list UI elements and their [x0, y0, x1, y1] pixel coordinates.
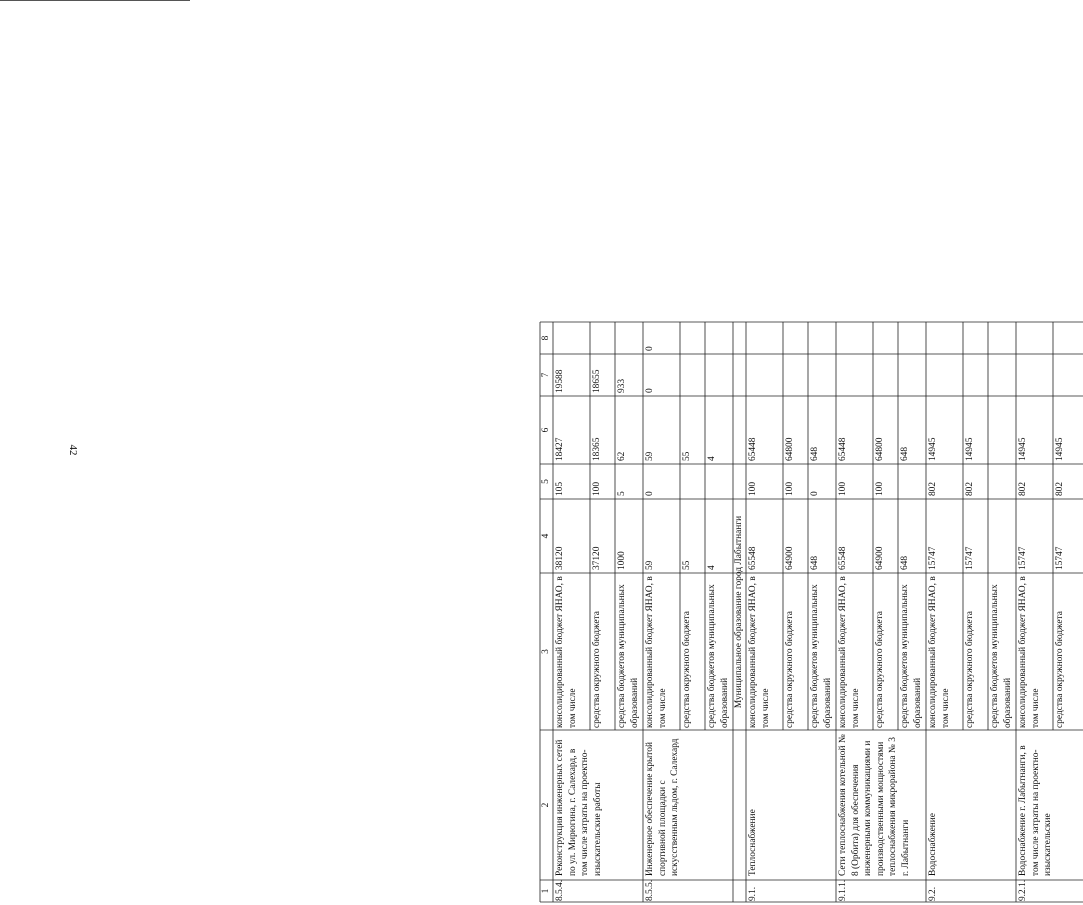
amount-cell [989, 324, 1002, 351]
amount-cell: 100 [875, 481, 885, 496]
amount-cell: 65548 [748, 546, 758, 570]
amount-cell: 65448 [748, 437, 758, 461]
funding-source: средства бюджетов муниципальных образований [990, 584, 1013, 728]
amount-cell [681, 466, 694, 496]
amount-cell: 105 [555, 481, 565, 496]
amount-cell [989, 356, 1002, 393]
funding-source: консолидированный бюджет ЯНАО, в том числе [928, 576, 951, 728]
amount-cell [554, 324, 567, 351]
amount-cell: 15747 [965, 546, 975, 570]
column-header: 3 [541, 649, 551, 654]
amount-cell: 15747 [928, 546, 938, 570]
amount-cell: 55 [682, 451, 692, 461]
funding-source: средства окружного бюджета [965, 611, 975, 728]
amount-cell [989, 466, 1002, 496]
amount-cell: 100 [592, 481, 602, 496]
amount-cell: 0 [645, 346, 655, 351]
amount-cell [989, 398, 1002, 461]
row-number: 8.5.5. [645, 879, 655, 901]
amount-cell: 65448 [838, 437, 848, 461]
amount-cell [1017, 324, 1030, 351]
amount-cell [747, 356, 760, 393]
amount-cell [989, 501, 1002, 570]
amount-cell: 15747 [1018, 546, 1028, 570]
funding-source: средства окружного бюджета [592, 611, 602, 728]
funding-source: средства окружного бюджета [1055, 611, 1065, 728]
amount-cell: 4 [707, 456, 717, 461]
amount-cell: 64900 [785, 546, 795, 570]
amount-cell: 62 [617, 451, 627, 461]
amount-cell [837, 324, 850, 351]
amount-cell: 100 [838, 481, 848, 496]
amount-cell [706, 466, 719, 496]
row-title: Теплоснабжение [748, 809, 758, 876]
column-header: 6 [541, 427, 551, 433]
row-title: Сети теплоснабжения котельной № 8 (Орбита) для обеспечения инженерными коммуникациями и производственными мощностями теплоснабжения микрорайона № 3 г. Лабытнанги [838, 734, 911, 876]
amount-cell [747, 324, 760, 351]
column-header: 5 [541, 479, 551, 484]
funding-source: средства окружного бюджета [682, 611, 692, 728]
amount-cell: 65548 [838, 546, 848, 570]
amount-cell [784, 356, 797, 393]
amount-cell: 0 [645, 491, 655, 496]
funding-source: консолидированный бюджет ЯНАО, в том числе [645, 576, 668, 728]
funding-source: консолидированный бюджет ЯНАО, в том числе [838, 576, 861, 728]
row-number: 9.1. [748, 886, 758, 901]
row-title: Инженерное обеспечение крытой спортивной площадки с искусственным льдом, г. Салехард [645, 738, 680, 876]
amount-cell [837, 356, 850, 393]
column-header: 8 [541, 335, 551, 341]
section-title: Муниципальное образование город Лабытнанги [734, 515, 744, 709]
amount-cell: 802 [965, 481, 975, 496]
funding-source: консолидированный бюджет ЯНАО, в том числе [555, 576, 578, 728]
row-number: 8.5.4. [555, 879, 565, 901]
amount-cell: 100 [785, 481, 795, 496]
amount-cell [809, 324, 822, 351]
row-number: 9.1.1. [838, 879, 848, 901]
amount-cell [899, 356, 912, 393]
amount-cell: 648 [900, 555, 910, 570]
amount-cell: 4 [707, 565, 717, 570]
funding-source: средства бюджетов муниципальных образований [707, 584, 730, 728]
amount-cell: 0 [810, 491, 820, 496]
amount-cell: 55 [682, 560, 692, 570]
amount-cell: 802 [928, 481, 938, 496]
amount-cell [899, 324, 912, 351]
amount-cell: 14945 [1018, 437, 1028, 461]
amount-cell: 19588 [555, 369, 565, 393]
amount-cell [809, 356, 822, 393]
amount-cell: 64800 [875, 437, 885, 461]
amount-cell: 648 [900, 446, 910, 461]
amount-cell: 100 [748, 481, 758, 496]
amount-cell: 648 [810, 446, 820, 461]
amount-cell: 802 [1055, 481, 1065, 496]
amount-cell: 18427 [555, 437, 565, 461]
amount-cell: 0 [645, 388, 655, 393]
amount-cell [706, 356, 719, 393]
amount-cell [964, 324, 977, 351]
row-number: 9.2. [928, 886, 938, 901]
amount-cell: 64900 [875, 546, 885, 570]
amount-cell: 59 [645, 560, 655, 570]
page-number: 42 [67, 444, 79, 456]
amount-cell: 38120 [555, 546, 565, 570]
row-number: 9.2.1. [1018, 879, 1028, 901]
rotated-budget-table [540, 37, 1065, 902]
amount-cell [681, 356, 694, 393]
amount-cell [927, 356, 940, 393]
amount-cell: 933 [617, 378, 627, 393]
funding-source: средства окружного бюджета [875, 611, 885, 728]
amount-cell: 18365 [592, 437, 602, 461]
amount-cell [899, 466, 912, 496]
funding-source: консолидированный бюджет ЯНАО, в том числе [1018, 576, 1041, 728]
amount-cell: 37120 [592, 546, 602, 570]
column-header: 4 [541, 533, 551, 539]
amount-cell [616, 324, 629, 351]
amount-cell: 802 [1018, 481, 1028, 496]
row-title: Водоснабжение г. Лабытнанги, в том числе затраты на проектно-изыскательские [1018, 745, 1053, 876]
amount-cell: 14945 [1055, 437, 1065, 461]
amount-cell [964, 356, 977, 393]
amount-cell: 64800 [785, 437, 795, 461]
funding-source: средства бюджетов муниципальных образований [900, 584, 923, 728]
amount-cell: 14945 [928, 437, 938, 461]
amount-cell [1054, 356, 1067, 393]
row-title: Водоснабжение [928, 813, 938, 876]
amount-cell [874, 356, 887, 393]
funding-source: консолидированный бюджет ЯНАО, в том числе [748, 576, 771, 728]
amount-cell: 1000 [617, 551, 627, 570]
funding-source: средства бюджетов муниципальных образований [810, 584, 833, 728]
amount-cell: 15747 [1055, 546, 1065, 570]
amount-cell [706, 324, 719, 351]
column-header: 2 [541, 802, 551, 808]
amount-cell [591, 324, 604, 351]
funding-source: средства бюджетов муниципальных образований [617, 584, 640, 728]
amount-cell [874, 324, 887, 351]
amount-cell: 14945 [965, 437, 975, 461]
amount-cell [927, 324, 940, 351]
amount-cell: 59 [645, 451, 655, 461]
amount-cell [1017, 356, 1030, 393]
amount-cell: 18655 [592, 369, 602, 393]
amount-cell [1054, 324, 1067, 351]
funding-source: средства окружного бюджета [785, 611, 795, 728]
amount-cell: 648 [810, 555, 820, 570]
row-title: Реконструкция инженерных сетей по ул. Мирюгина, г. Салехард, в том числе затраты на проектно-изыскательские работы [555, 739, 603, 876]
amount-cell [784, 324, 797, 351]
column-header: 1 [541, 888, 551, 894]
amount-cell [681, 324, 694, 351]
amount-cell: 5 [617, 491, 627, 496]
top-rule [0, 0, 190, 1]
column-header: 7 [541, 372, 551, 378]
